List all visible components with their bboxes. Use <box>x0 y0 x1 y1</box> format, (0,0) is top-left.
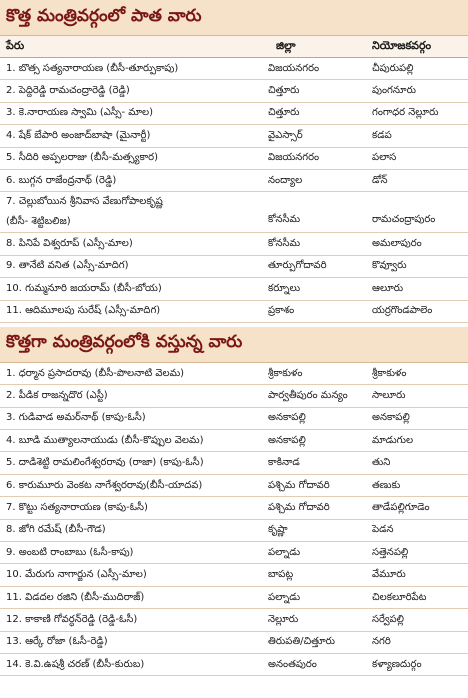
minister-name-line2: (బీసీ- శెట్టిబలిజ) <box>6 216 71 228</box>
table-header <box>0 36 468 58</box>
table-row <box>0 58 468 80</box>
minister-name: 2. పీడిక రాజన్నదొర (ఎస్టీ) <box>6 389 108 401</box>
constituency: సత్తెనపల్లి <box>372 546 409 558</box>
table-row <box>0 587 468 609</box>
table-row <box>0 233 468 255</box>
table-row <box>0 654 468 676</box>
header-district: జిల్లా <box>276 38 296 52</box>
district: కర్నూలు <box>268 282 301 294</box>
table-row <box>0 278 468 300</box>
district: బాపట్ల <box>268 569 294 581</box>
constituency: పలాస <box>372 152 397 164</box>
minister-name: 10. గుమ్మనూరి జయరామ్ (బీసీ-బోయ) <box>6 282 162 294</box>
minister-name: 3. గుడివాడ అమర్‌నాథ్ (కాపు-ఓసీ) <box>6 412 146 424</box>
table-row <box>0 475 468 497</box>
constituency: యర్రగొండపాలెం <box>372 305 433 317</box>
constituency: పెడన <box>372 524 394 536</box>
table-row <box>0 452 468 474</box>
table-row <box>0 542 468 564</box>
district: చిత్తూరు <box>268 107 300 119</box>
constituency: చీపురుపల్లి <box>372 62 414 74</box>
minister-name: 11. ఆదిమూలపు సురేష్ (ఎస్సీ-మాదిగ) <box>6 305 161 317</box>
district: కోనసీమ <box>268 214 301 226</box>
constituency: అమలాపురం <box>372 238 422 250</box>
table-row <box>0 148 468 170</box>
district: ప్రకాశం <box>268 305 295 317</box>
constituency: మాడుగుల <box>372 434 414 446</box>
minister-name: 2. పెద్దిరెడ్డి రామచంద్రారెడ్డి (రెడ్డి) <box>6 85 130 97</box>
table-row <box>0 497 468 519</box>
minister-name: 9. తానేటి వనిత (ఎస్సీ-మాదిగ) <box>6 260 129 272</box>
section-title-old-ministers: కొత్త మంత్రివర్గంలో పాత వారు <box>0 0 468 36</box>
constituency: చిలకలూరిపేట <box>372 591 427 603</box>
minister-name: 6. బుగ్గన రాజేంద్రనాథ్ (రెడ్డి) <box>6 174 117 186</box>
minister-name: 3. కె.నారాయణ స్వామి (ఎస్సీ- మాల) <box>6 107 154 119</box>
minister-name: 13. ఆర్కే రోజా (ఓసీ-రెడ్డి) <box>6 636 108 648</box>
table-row <box>0 170 468 192</box>
minister-name: 4. షేక్ బేపారి అంజాద్‌బాషా (మైనార్టీ) <box>6 129 151 141</box>
district: పార్వతీపురం మన్యం <box>268 389 348 401</box>
district: చిత్తూరు <box>268 85 300 97</box>
table-row <box>0 430 468 452</box>
constituency: కొవ్వూరు <box>372 260 407 272</box>
district: విజయనగరం <box>268 62 320 74</box>
minister-name: 7. కొట్టు సత్యనారాయణ (కాపు-ఓసీ) <box>6 501 148 513</box>
table-row <box>0 632 468 654</box>
table-row <box>0 408 468 430</box>
table-row <box>0 609 468 631</box>
constituency: కళ్యాణదుర్గం <box>372 658 422 670</box>
minister-name: 1. ధర్మాన ప్రసాదరావు (బీసీ-పొలనాటి వెలమ) <box>6 367 185 379</box>
constituency: వేమూరు <box>372 569 406 581</box>
district: కృష్ణా <box>268 524 288 536</box>
constituency: తణుకు <box>372 479 401 491</box>
minister-name: 10. మేరుగు నాగార్జున (ఎస్సీ-మాల) <box>6 569 147 581</box>
table-row <box>0 385 468 407</box>
constituency: అనకాపల్లి <box>372 412 410 424</box>
header-name: పేరు <box>6 38 25 52</box>
district: పల్నాడు <box>268 546 301 558</box>
new-ministers-list <box>0 363 468 676</box>
district: కాకినాడ <box>268 457 300 469</box>
table-row <box>0 301 468 323</box>
constituency: డోన్ <box>372 174 388 186</box>
constituency: రామచంద్రాపురం <box>372 214 436 226</box>
district: పశ్చిమ గోదావరి <box>268 479 330 491</box>
district: పల్నాడు <box>268 591 301 603</box>
table-row <box>0 520 468 542</box>
district: వైఎస్సార్ <box>268 129 303 141</box>
constituency: ఆలూరు <box>372 282 404 294</box>
constituency: సాలూరు <box>372 389 406 401</box>
constituency: సర్వేపల్లి <box>372 613 404 625</box>
district: అనకాపల్లి <box>268 412 306 424</box>
constituency: గంగాధర నెల్లూరు <box>372 107 439 119</box>
minister-name: 5. సీదిరి అప్పలరాజు (బీసీ-మత్స్యకార) <box>6 152 159 164</box>
district: తూర్పుగోదావరి <box>268 260 327 272</box>
district: విజయనగరం <box>268 152 320 164</box>
district: అనంతపురం <box>268 658 317 670</box>
district: కోనసీమ <box>268 238 301 250</box>
constituency: పుంగనూరు <box>372 85 416 97</box>
minister-name: 5. దాడిశెట్టి రామలింగేశ్వరరావు (రాజా) (కాపు-ఓసీ) <box>6 457 204 469</box>
minister-name: 14. కె.వి.ఉషశ్రీ చరణ్ (బీసీ-కురుబ) <box>6 658 145 670</box>
minister-name: 8. పినిపే విశ్వరూప్ (ఎస్సీ-మాల) <box>6 238 133 250</box>
table-row <box>0 363 468 385</box>
minister-name: 1. బొత్స సత్యనారాయణ (బీసీ-తూర్పుకాపు) <box>6 62 179 74</box>
minister-name: 6. కారుమూరు వెంకట నాగేశ్వరరావు(బీసీ-యాదవ) <box>6 479 203 491</box>
district: నంద్యాల <box>268 174 303 186</box>
district: తిరుపతి/చిత్తూరు <box>268 636 336 648</box>
minister-name: 4. బూడి ముత్యాలనాయుడు (బీసీ-కొప్పుల వెలమ) <box>6 434 204 446</box>
constituency: కడప <box>372 129 392 141</box>
minister-name: 9. అంబటి రాంబాబు (ఓసీ-కాపు) <box>6 546 134 558</box>
constituency: తుని <box>372 457 391 469</box>
section-title-new-ministers: కొత్తగా మంత్రివర్గంలోకి వస్తున్న వారు <box>0 327 468 363</box>
constituency: శ్రీకాకుళం <box>372 367 407 379</box>
district: పశ్చిమ గోదావరి <box>268 501 330 513</box>
constituency: తాడేపల్లిగూడెం <box>372 501 430 513</box>
table-row <box>0 192 468 233</box>
table-row <box>0 256 468 278</box>
constituency: నగరి <box>372 636 391 648</box>
old-ministers-list <box>0 58 468 323</box>
table-row <box>0 125 468 147</box>
minister-name <box>0 192 262 232</box>
district: అనకాపల్లి <box>268 434 306 446</box>
minister-name: 11. విడదల రజిని (బీసీ-ముదిరాజ్) <box>6 591 145 603</box>
table-row <box>0 80 468 102</box>
header-constituency: నియోజకవర్గం <box>372 38 432 52</box>
district: నెల్లూరు <box>268 613 299 625</box>
district: శ్రీకాకుళం <box>268 367 303 379</box>
minister-name: 8. జోగి రమేష్ (బీసీ-గౌడ) <box>6 524 106 536</box>
minister-name-line1: 7. చెల్లుబోయిన శ్రీనివాస వేణుగోపాలకృష్ణ <box>6 196 163 208</box>
minister-name: 12. కాకాణి గోవర్ధన్‌రెడ్డి (రెడ్డి-ఓసీ) <box>6 613 138 625</box>
table-row <box>0 103 468 125</box>
table-row <box>0 564 468 586</box>
